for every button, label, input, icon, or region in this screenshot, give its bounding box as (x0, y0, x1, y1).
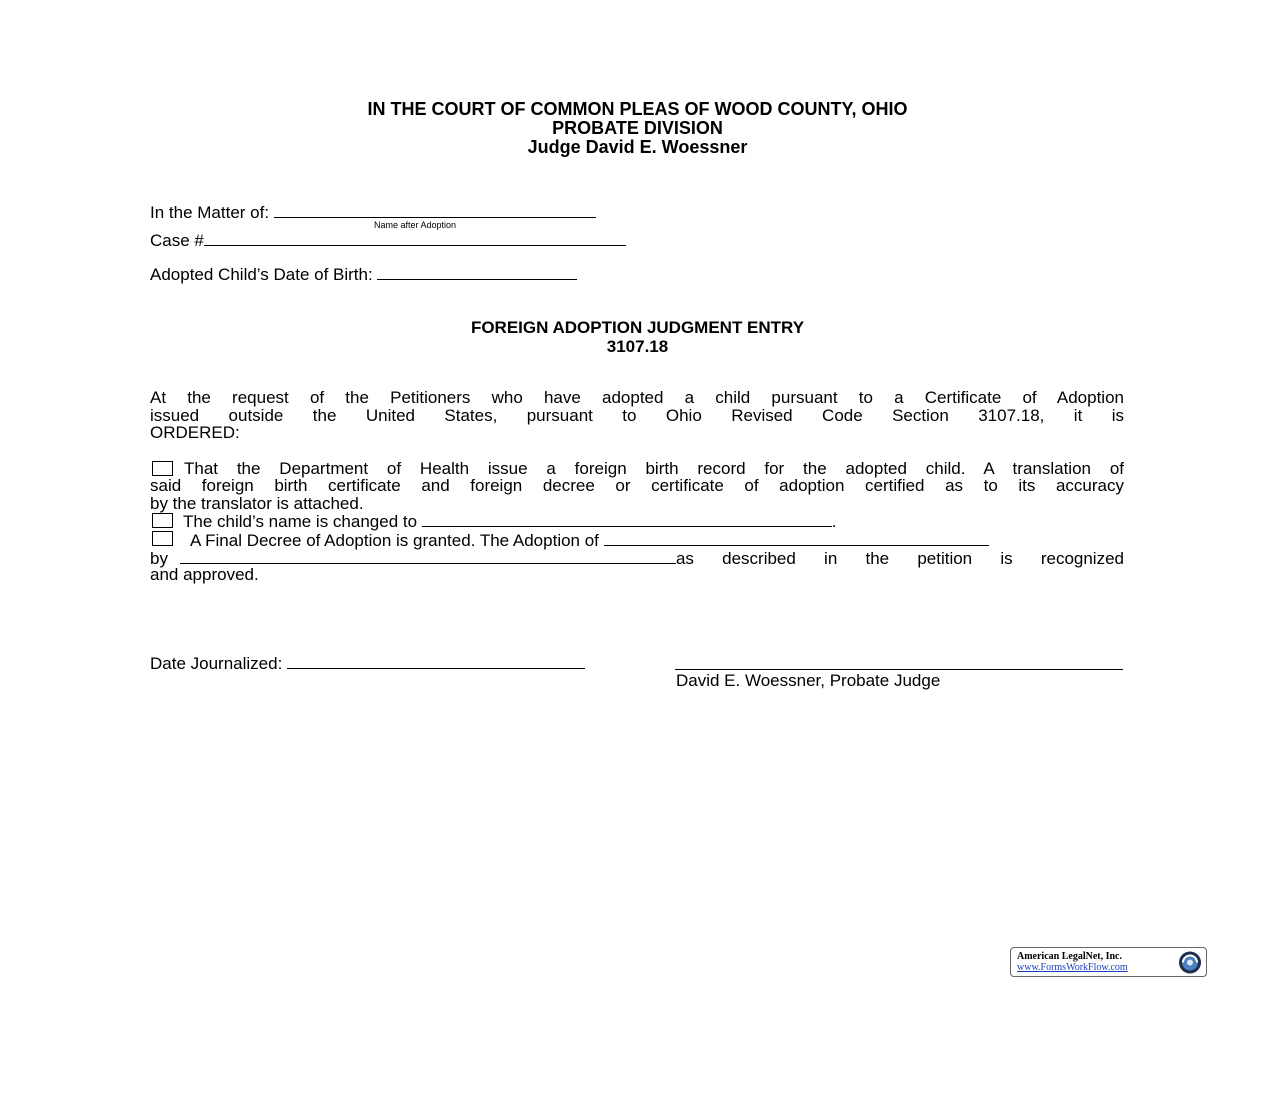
intro-line-1: At the request of the Petitioners who have adopted a child pursuant to a Certificate of Adoption (150, 388, 1124, 407)
forms-workflow-badge (1010, 947, 1207, 977)
option1-line-3: by the translator is attached. (150, 494, 364, 513)
globe-logo-icon (1170, 950, 1204, 975)
case-row (150, 231, 626, 250)
statute-number: 3107.18 (606, 337, 669, 356)
matter-caption: Name after Adoption (374, 220, 457, 230)
judge-signature-name: David E. Woessner, Probate Judge (676, 671, 941, 690)
option3-by: by (150, 549, 168, 568)
option1-line-2: said foreign birth certificate and foreign decree or certificate of adoption certified as to its accuracy (150, 476, 1124, 495)
judge-signature-line[interactable] (675, 669, 1123, 670)
dob-field[interactable] (377, 265, 577, 280)
new-name-field[interactable] (422, 512, 832, 527)
intro-line-3: ORDERED: (150, 423, 240, 442)
option3-line-2 (150, 549, 1124, 568)
option2-row (183, 512, 837, 531)
division-name: PROBATE DIVISION (552, 118, 723, 138)
date-journalized-field[interactable] (287, 654, 585, 669)
option-final-decree-checkbox[interactable] (152, 531, 173, 546)
option-name-change-checkbox[interactable] (152, 513, 173, 528)
option2-period: . (831, 512, 837, 531)
document-title: FOREIGN ADOPTION JUDGMENT ENTRY (470, 318, 805, 337)
matter-row (150, 203, 596, 222)
option-birth-record-checkbox[interactable] (152, 461, 173, 476)
matter-label: In the Matter of: (150, 203, 270, 222)
option3-line-3: and approved. (150, 565, 259, 584)
case-number-field[interactable] (204, 231, 626, 246)
badge-company: American LegalNet, Inc. (1017, 951, 1122, 962)
court-name: IN THE COURT OF COMMON PLEAS OF WOOD COUNTY, OHIO (367, 99, 908, 119)
dob-label: Adopted Child’s Date of Birth: (150, 265, 373, 284)
option3-row (190, 531, 989, 550)
intro-line-2: issued outside the United States, pursuant to Ohio Revised Code Section 3107.18, it is (150, 406, 1124, 425)
judge-name-header: Judge David E. Woessner (527, 137, 748, 157)
date-journalized-label: Date Journalized: (150, 654, 283, 673)
matter-name-field[interactable] (274, 203, 596, 218)
case-label: Case # (150, 231, 204, 250)
adoptee-name-field[interactable] (604, 531, 989, 546)
option2-label: The child’s name is changed to (183, 512, 418, 531)
option3-tail: as described in the petition is recognized (675, 549, 1124, 568)
option3-label: A Final Decree of Adoption is granted. The Adoption of (190, 531, 599, 550)
dob-row (150, 265, 577, 284)
petitioners-name-field[interactable] (180, 549, 676, 564)
option1-line-1: That the Department of Health issue a foreign birth record for the adopted child. A translation of (184, 459, 1124, 478)
badge-url-link[interactable]: www.FormsWorkFlow.com (1017, 962, 1128, 973)
date-journalized-row (150, 654, 585, 673)
